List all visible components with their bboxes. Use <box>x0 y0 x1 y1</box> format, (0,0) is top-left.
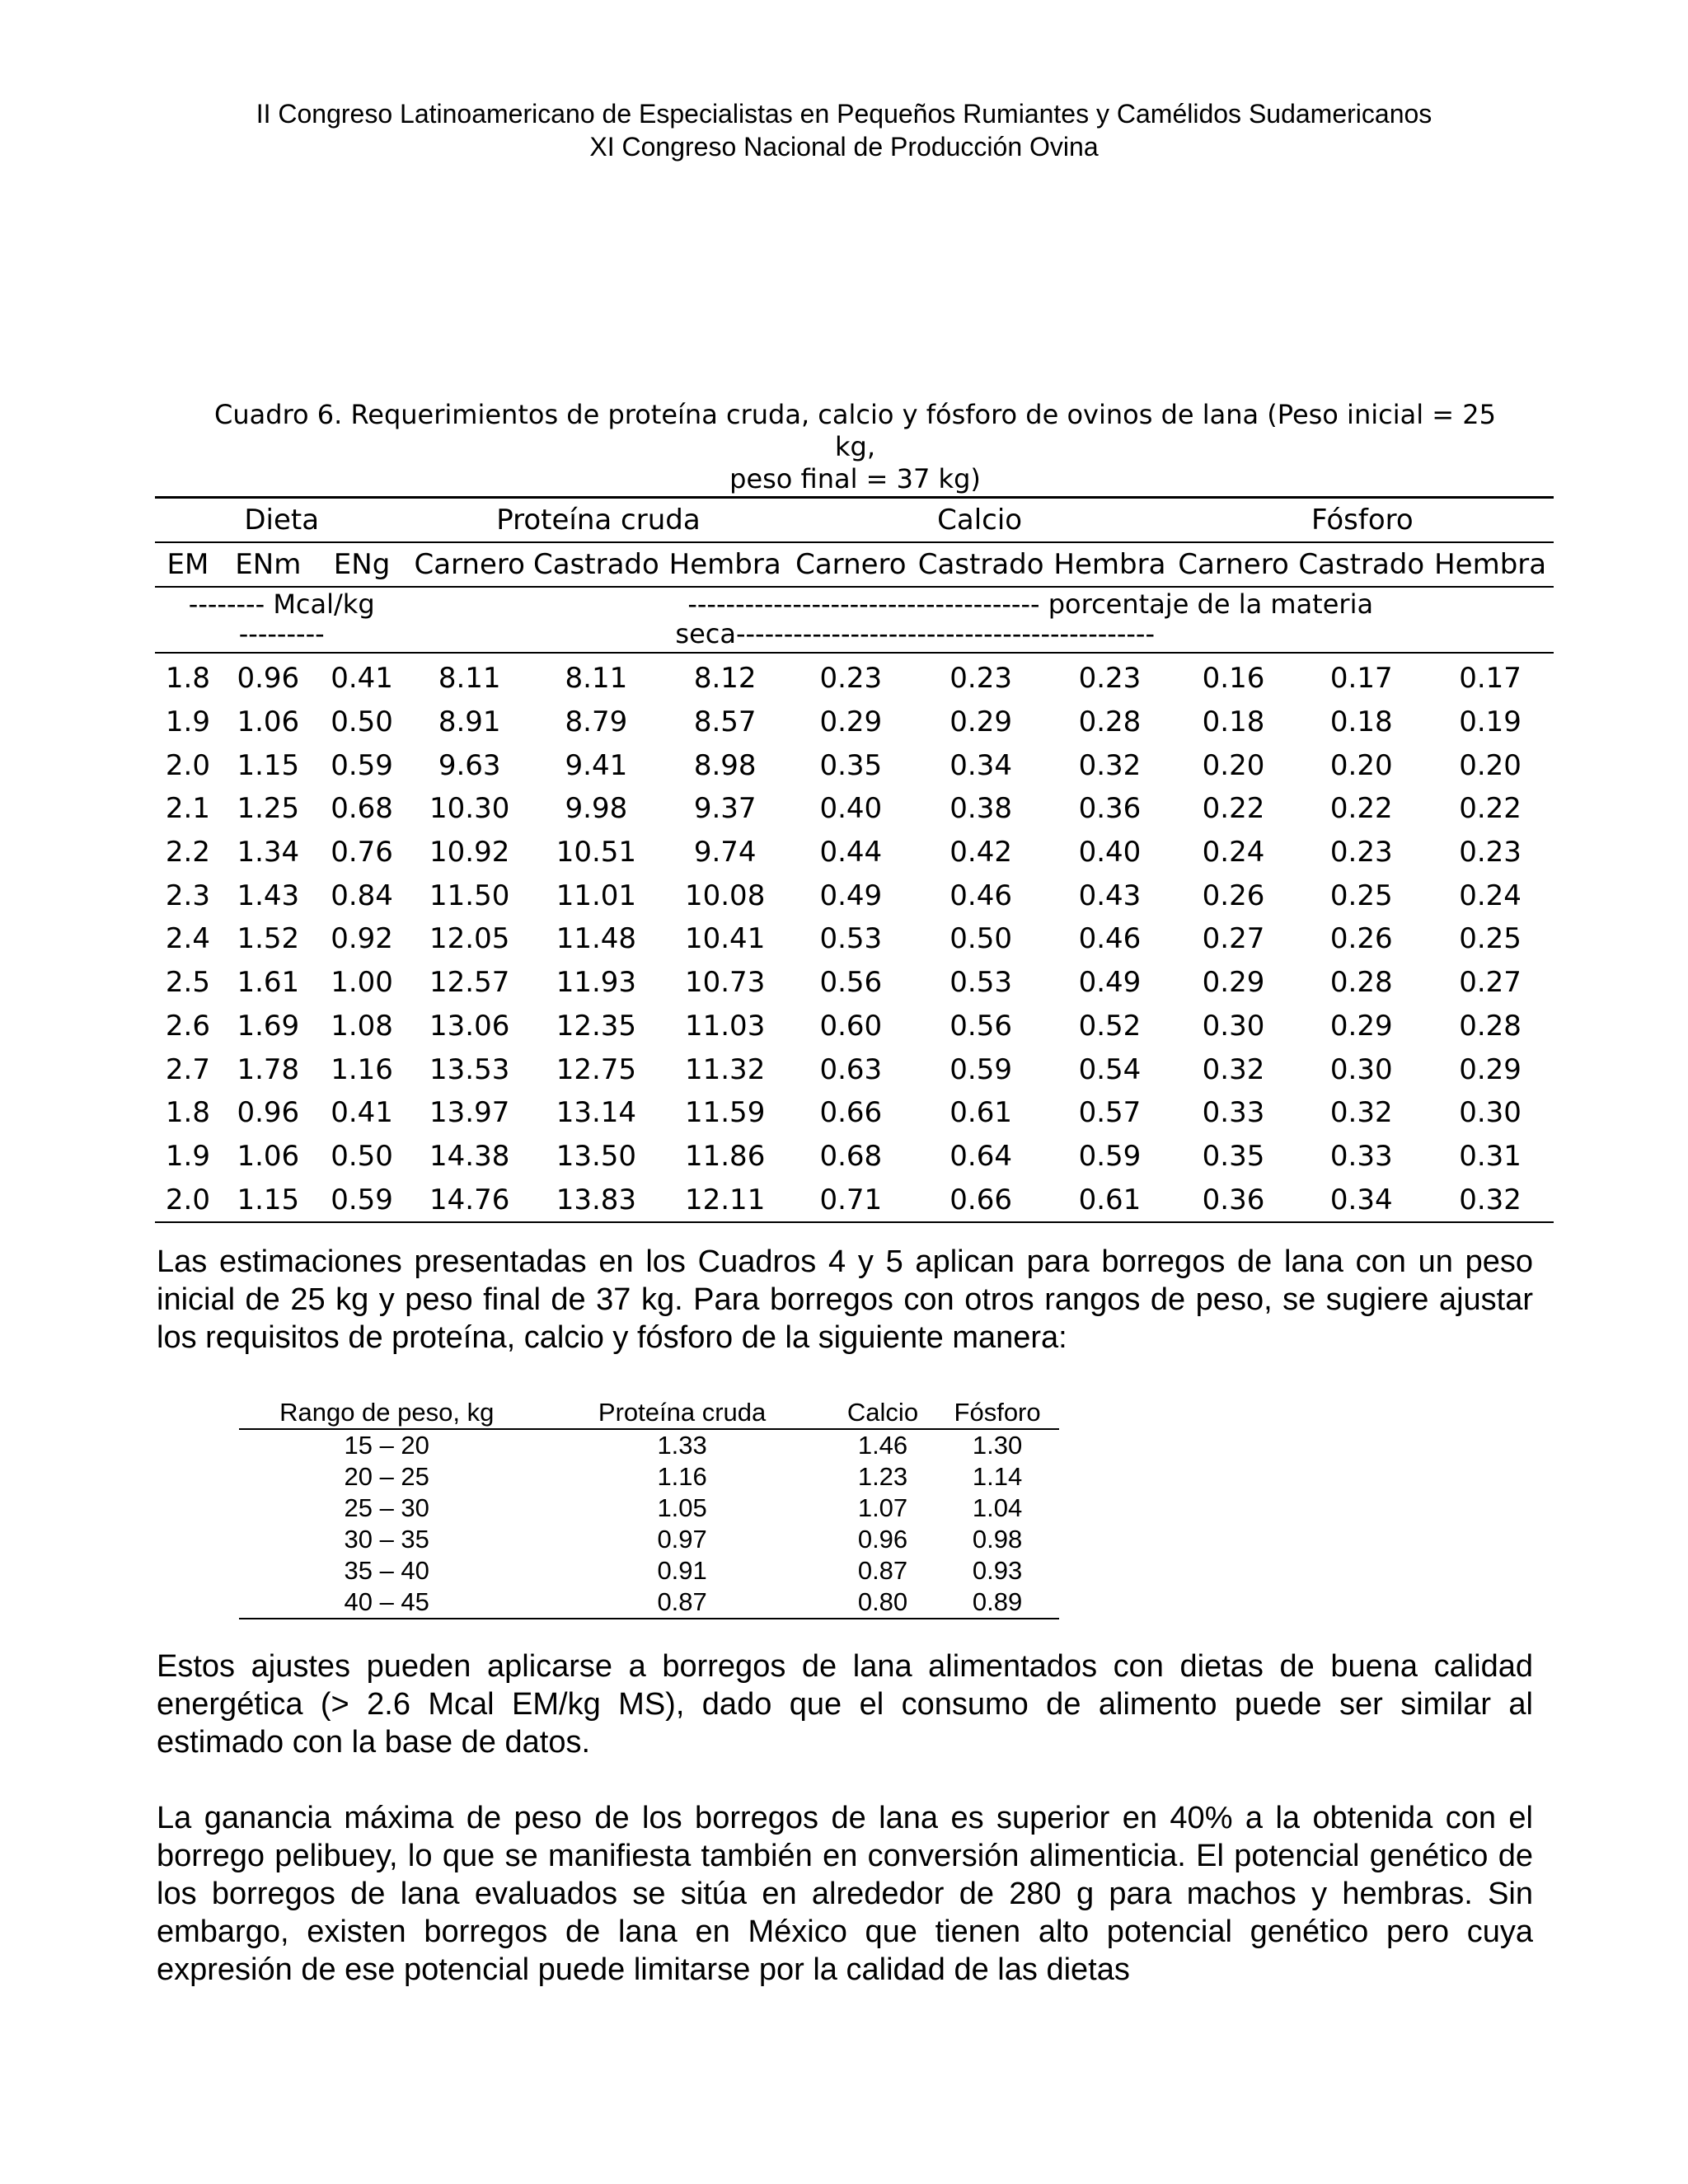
table-cell: 0.71 <box>789 1178 914 1222</box>
table-cell: 0.32 <box>1427 1178 1554 1222</box>
table-cell: 0.41 <box>331 662 393 696</box>
table-cell: 2.4 <box>165 922 210 956</box>
table-row <box>155 831 1554 874</box>
table-cell: 1.34 <box>237 836 300 869</box>
requirements-table <box>155 496 1554 1223</box>
table-cell: 0.33 <box>1202 1096 1265 1130</box>
table-cell: 8.11 <box>438 662 501 696</box>
adjust-cell: 0.87 <box>857 1556 908 1585</box>
table-cell: 0.40 <box>1078 836 1142 869</box>
adjust-row <box>239 1461 1059 1493</box>
table-cell: 0.36 <box>1171 1178 1296 1222</box>
table-cell: 0.34 <box>1296 1178 1427 1222</box>
table-cell: 13.06 <box>429 1009 510 1043</box>
table-cell: 12.75 <box>556 1052 637 1086</box>
table-cell: 0.27 <box>1202 922 1265 956</box>
units-percent <box>408 587 1554 653</box>
group-proteina: Proteína cruda <box>408 498 788 543</box>
table-cell: 13.50 <box>556 1139 637 1173</box>
table-cell: 0.32 <box>1329 1096 1393 1130</box>
table-cell: 0.20 <box>1459 748 1522 782</box>
table-cell: 11.48 <box>556 922 637 956</box>
table-cell: 1.25 <box>237 792 300 826</box>
table-cell: 0.32 <box>1202 1052 1265 1086</box>
table-cell: 14.76 <box>408 1178 531 1222</box>
table-cell: 10.51 <box>556 836 637 869</box>
table-cell: 0.20 <box>1329 748 1393 782</box>
table-cell: 0.25 <box>1329 879 1393 912</box>
adjust-cell: 0.87 <box>534 1586 829 1619</box>
table-cell: 13.83 <box>531 1178 662 1222</box>
table-cell: 0.34 <box>950 748 1012 782</box>
table-6-caption <box>157 399 1554 495</box>
adjust-cell: 25 – 30 <box>344 1493 429 1522</box>
adjust-cell: 35 – 40 <box>344 1556 429 1585</box>
table-cell: 0.29 <box>1202 966 1265 1000</box>
table-row <box>155 743 1554 787</box>
table-cell: 0.49 <box>819 879 883 912</box>
table-cell: 11.86 <box>684 1139 766 1173</box>
table-cell: 0.28 <box>1329 966 1393 1000</box>
header-line-2: XI Congreso Nacional de Producción Ovina <box>589 132 1099 162</box>
table-cell: 2.6 <box>165 1009 210 1043</box>
column-header-row <box>155 542 1554 587</box>
table-cell: 2.7 <box>165 1052 210 1086</box>
table-row <box>155 701 1554 744</box>
table-cell: 11.32 <box>684 1052 766 1086</box>
table-cell: 11.93 <box>556 966 637 1000</box>
table-cell: 0.23 <box>1459 836 1522 869</box>
adjust-cell: 0.97 <box>657 1525 707 1554</box>
adjust-cell: 1.14 <box>972 1462 1023 1491</box>
table-cell: 14.38 <box>429 1139 510 1173</box>
table-cell: 0.35 <box>819 748 883 782</box>
adjust-cell: 20 – 25 <box>344 1462 429 1491</box>
table-cell: 1.43 <box>237 879 300 912</box>
table-cell: 1.06 <box>237 1139 300 1173</box>
group-calcio: Calcio <box>789 498 1171 543</box>
table-cell: 0.50 <box>950 922 1012 956</box>
table-cell: 0.66 <box>819 1096 883 1130</box>
weight-adjustment-table <box>239 1397 1059 1619</box>
table-cell: 1.9 <box>165 1139 210 1173</box>
col-header: Castrado <box>913 542 1048 587</box>
table-cell: 1.15 <box>221 1178 316 1222</box>
col-header: EM <box>155 542 221 587</box>
table-cell: 0.22 <box>1329 792 1393 826</box>
table-cell: 0.28 <box>1078 705 1142 739</box>
table-cell: 1.69 <box>237 1009 300 1043</box>
table-row <box>155 1135 1554 1179</box>
paragraph-2: Estos ajustes pueden aplicarse a borregos de lana alimentados con dietas de buena calidad energética (> 2.6 Mcal EM/kg MS), dado que el consumo de alimento puede ser similar al estimado con la base de datos. <box>157 1649 1533 1760</box>
table-cell: 9.98 <box>565 792 628 826</box>
units-percent-line-2: seca-------------------------------------------- <box>675 618 1156 649</box>
col-header: Castrado <box>1296 542 1427 587</box>
table-cell: 8.91 <box>438 705 501 739</box>
adjust-col-header: Proteína cruda <box>534 1397 829 1429</box>
table-cell: 1.61 <box>237 966 300 1000</box>
adjust-col-header: Calcio <box>830 1397 935 1429</box>
adjust-table-body <box>239 1429 1059 1619</box>
table-cell: 0.24 <box>1202 836 1265 869</box>
table-cell: 0.44 <box>819 836 883 869</box>
table-cell: 0.29 <box>950 705 1012 739</box>
table-cell: 0.68 <box>331 792 393 826</box>
table-cell: 1.8 <box>165 662 210 696</box>
table-cell: 1.16 <box>331 1052 393 1086</box>
table-cell: 0.16 <box>1202 662 1265 696</box>
header-line-1: II Congreso Latinoamericano de Especialistas en Pequeños Rumiantes y Camélidos Sudamericanos <box>256 99 1432 129</box>
table-row <box>155 787 1554 831</box>
table-cell: 10.08 <box>684 879 766 912</box>
col-header: ENm <box>221 542 316 587</box>
units-mcal <box>155 587 408 653</box>
table-cell: 2.0 <box>155 1178 221 1222</box>
table-cell: 11.59 <box>684 1096 766 1130</box>
table-cell: 8.12 <box>693 662 757 696</box>
table-cell: 0.84 <box>331 879 393 912</box>
adjust-col-header: Rango de peso, kg <box>239 1397 534 1429</box>
table-cell: 10.92 <box>429 836 510 869</box>
table-cell: 0.59 <box>1078 1139 1142 1173</box>
adjust-cell: 30 – 35 <box>344 1525 429 1554</box>
table-cell: 2.1 <box>165 792 210 826</box>
col-header: Hembra <box>1427 542 1554 587</box>
table-cell: 0.18 <box>1202 705 1265 739</box>
table-cell: 0.63 <box>819 1052 883 1086</box>
table-cell: 11.03 <box>684 1009 766 1043</box>
table-row <box>155 917 1554 961</box>
col-header: Castrado <box>531 542 662 587</box>
table-cell: 0.17 <box>1459 662 1522 696</box>
col-header: Hembra <box>1048 542 1171 587</box>
col-header: Carnero <box>408 542 531 587</box>
table-cell: 0.96 <box>237 1096 300 1130</box>
table-cell: 2.5 <box>165 966 210 1000</box>
table-cell: 0.26 <box>1329 922 1393 956</box>
table-cell: 0.60 <box>819 1009 883 1043</box>
table-cell: 0.20 <box>1202 748 1265 782</box>
adjust-header-row <box>239 1397 1059 1429</box>
table-cell: 0.92 <box>331 922 393 956</box>
table-cell: 0.61 <box>950 1096 1012 1130</box>
table-cell: 0.26 <box>1202 879 1265 912</box>
table-row <box>155 653 1554 701</box>
units-mcal-line-1: -------- Mcal/kg <box>188 588 375 620</box>
table-cell: 0.53 <box>819 922 883 956</box>
table-cell: 0.46 <box>1078 922 1142 956</box>
table-row <box>155 874 1554 917</box>
table-cell: 0.22 <box>1202 792 1265 826</box>
adjust-cell: 0.80 <box>830 1586 935 1619</box>
group-dieta: Dieta <box>155 498 408 543</box>
table-cell: 12.11 <box>662 1178 789 1222</box>
table-cell: 13.14 <box>556 1096 637 1130</box>
table-cell: 2.3 <box>165 879 210 912</box>
table-cell: 0.59 <box>950 1052 1012 1086</box>
table-cell: 0.36 <box>1078 792 1142 826</box>
adjust-row <box>239 1429 1059 1461</box>
table-cell: 0.59 <box>331 748 393 782</box>
adjust-cell: 1.04 <box>972 1493 1023 1522</box>
table-cell: 0.96 <box>237 662 300 696</box>
table-cell: 12.35 <box>556 1009 637 1043</box>
table-cell: 0.56 <box>950 1009 1012 1043</box>
table-row <box>155 1091 1554 1135</box>
table-cell: 1.00 <box>331 966 393 1000</box>
caption-line-1: Cuadro 6. Requerimientos de proteína cruda, calcio y fósforo de ovinos de lana (Peso inicial = 25 <box>214 399 1496 430</box>
table-cell: 8.11 <box>565 662 628 696</box>
adjust-cell: 1.16 <box>657 1462 707 1491</box>
table-cell: 0.38 <box>950 792 1012 826</box>
adjust-row <box>239 1493 1059 1524</box>
caption-line-2: kg, <box>834 431 875 462</box>
group-header-row <box>155 498 1554 543</box>
adjust-cell: 1.46 <box>857 1431 908 1460</box>
table-cell: 0.49 <box>1078 966 1142 1000</box>
page-header <box>0 97 1688 163</box>
table-cell: 0.29 <box>1459 1052 1522 1086</box>
table-cell: 10.73 <box>684 966 766 1000</box>
table-cell: 0.25 <box>1459 922 1522 956</box>
table-cell: 2.2 <box>165 836 210 869</box>
table-cell: 10.41 <box>684 922 766 956</box>
table-cell: 2.0 <box>165 748 210 782</box>
table-cell: 11.01 <box>556 879 637 912</box>
table-cell: 8.79 <box>565 705 628 739</box>
table-cell: 0.35 <box>1202 1139 1265 1173</box>
table-cell: 0.50 <box>331 705 393 739</box>
adjust-cell: 40 – 45 <box>239 1586 534 1619</box>
units-mcal-line-2: --------- <box>238 618 325 649</box>
col-header: ENg <box>316 542 409 587</box>
adjust-row <box>239 1524 1059 1555</box>
units-percent-line-1: ------------------------------------- porcentaje de la materia <box>687 588 1374 620</box>
table-cell: 9.74 <box>693 836 757 869</box>
col-header: Carnero <box>789 542 914 587</box>
table-row <box>155 1178 1554 1222</box>
adjust-cell: 1.33 <box>657 1431 707 1460</box>
table-row <box>155 1047 1554 1091</box>
table-cell: 0.52 <box>1078 1009 1142 1043</box>
table-cell: 12.57 <box>429 966 510 1000</box>
table-cell: 9.37 <box>693 792 757 826</box>
table-cell: 1.9 <box>165 705 210 739</box>
table-cell: 0.66 <box>913 1178 1048 1222</box>
table-cell: 0.57 <box>1078 1096 1142 1130</box>
table-cell: 1.52 <box>237 922 300 956</box>
adjust-cell: 1.30 <box>972 1431 1023 1460</box>
table-cell: 0.59 <box>316 1178 409 1222</box>
table-cell: 0.28 <box>1459 1009 1522 1043</box>
table-cell: 13.97 <box>429 1096 510 1130</box>
table-cell: 0.56 <box>819 966 883 1000</box>
table-cell: 0.33 <box>1329 1139 1393 1173</box>
table-cell: 0.46 <box>950 879 1012 912</box>
paragraph-1: Las estimaciones presentadas en los Cuadros 4 y 5 aplican para borregos de lana con un peso inicial de 25 kg y peso final de 37 kg. Para borregos con otros rangos de peso, se sugiere ajustar los requisitos de proteína, calcio y fósforo de la siguiente manera: <box>157 1244 1533 1355</box>
group-fosforo: Fósforo <box>1171 498 1554 543</box>
adjust-cell: 0.89 <box>935 1586 1059 1619</box>
adjust-col-header: Fósforo <box>935 1397 1059 1429</box>
table-cell: 0.23 <box>1078 662 1142 696</box>
table-cell: 0.31 <box>1459 1139 1522 1173</box>
col-header: Hembra <box>662 542 789 587</box>
adjust-cell: 0.96 <box>857 1525 908 1554</box>
table-row <box>155 961 1554 1005</box>
table-cell: 8.98 <box>693 748 757 782</box>
table-cell: 0.23 <box>950 662 1012 696</box>
table-cell: 0.30 <box>1202 1009 1265 1043</box>
table-cell: 0.41 <box>331 1096 393 1130</box>
table-cell: 0.43 <box>1078 879 1142 912</box>
table-cell: 1.08 <box>331 1009 393 1043</box>
adjust-cell: 1.05 <box>657 1493 707 1522</box>
col-header: Carnero <box>1171 542 1296 587</box>
adjust-cell: 15 – 20 <box>344 1431 429 1460</box>
table-cell: 1.78 <box>237 1052 300 1086</box>
table-cell: 0.53 <box>950 966 1012 1000</box>
table-cell: 0.23 <box>819 662 883 696</box>
table-cell: 0.18 <box>1329 705 1393 739</box>
adjust-row <box>239 1555 1059 1586</box>
paragraph-3: La ganancia máxima de peso de los borregos de lana es superior en 40% a la obtenida con el borrego pelibuey, lo que se manifiesta también en conversión alimenticia. El potencial genético de los borregos de lana evaluados se sitúa en alrededor de 280 g para machos y hembras. Sin embargo, existen borregos de lana en México que tienen alto potencial genético pero cuya expresión de ese potencial puede limitarse por la calidad de las dietas <box>157 1801 1533 1987</box>
table-cell: 13.53 <box>429 1052 510 1086</box>
table-cell: 1.06 <box>237 705 300 739</box>
adjust-cell: 1.23 <box>857 1462 908 1491</box>
table-cell: 1.8 <box>165 1096 210 1130</box>
table-cell: 10.30 <box>429 792 510 826</box>
table-cell: 0.27 <box>1459 966 1522 1000</box>
adjust-cell: 1.07 <box>857 1493 908 1522</box>
table-cell: 0.22 <box>1459 792 1522 826</box>
table-cell: 0.17 <box>1329 662 1393 696</box>
adjust-cell: 0.93 <box>972 1556 1023 1585</box>
table-cell: 0.30 <box>1459 1096 1522 1130</box>
table-cell: 0.54 <box>1078 1052 1142 1086</box>
table-cell: 0.32 <box>1078 748 1142 782</box>
requirements-table-body <box>155 653 1554 1222</box>
table-cell: 9.63 <box>438 748 501 782</box>
adjust-cell: 0.98 <box>972 1525 1023 1554</box>
table-cell: 0.19 <box>1459 705 1522 739</box>
table-cell: 0.24 <box>1459 879 1522 912</box>
table-row <box>155 1005 1554 1048</box>
table-cell: 11.50 <box>429 879 510 912</box>
table-cell: 1.15 <box>237 748 300 782</box>
table-cell: 0.61 <box>1048 1178 1171 1222</box>
table-cell: 0.64 <box>950 1139 1012 1173</box>
table-cell: 12.05 <box>429 922 510 956</box>
caption-line-3: peso final = 37 kg) <box>729 463 981 494</box>
table-cell: 0.29 <box>1329 1009 1393 1043</box>
adjust-row <box>239 1586 1059 1619</box>
table-cell: 8.57 <box>693 705 757 739</box>
table-cell: 0.30 <box>1329 1052 1393 1086</box>
adjust-cell: 0.91 <box>657 1556 707 1585</box>
table-cell: 0.40 <box>819 792 883 826</box>
table-cell: 0.50 <box>331 1139 393 1173</box>
table-cell: 9.41 <box>565 748 628 782</box>
units-row <box>155 587 1554 653</box>
table-cell: 0.76 <box>331 836 393 869</box>
table-cell: 0.29 <box>819 705 883 739</box>
table-cell: 0.42 <box>950 836 1012 869</box>
table-cell: 0.23 <box>1329 836 1393 869</box>
table-cell: 0.68 <box>819 1139 883 1173</box>
